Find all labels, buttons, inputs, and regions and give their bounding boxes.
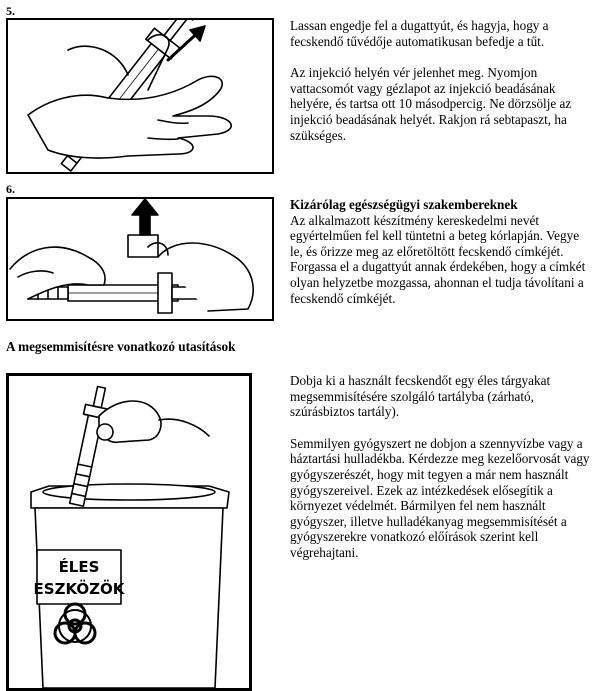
- disposal-text: [290, 373, 595, 577]
- disposal-title: A megsemmisítésre vonatkozó utasítások: [6, 339, 236, 354]
- step-5-number: 5.: [6, 4, 15, 18]
- step-6-heading: Kizárólag egészségügyi szakembereknek: [290, 197, 518, 212]
- disposal-paragraph-2: Semmilyen gyógyszert ne dobjon a szennyvízbe vagy a háztartási hulladékba. Kérdezze meg kezelőorvosát vagy gyógyszerészét, hogy mit tegyen a már nem használt gyógyszereivel. Ezek az intézkedések elősegítik a környezet védelmét. Bármilyen fel nem használt gyógyszer, illetve hulladékanyag megsemmisítését a gyógyszerekre vonatkozó előírások szerint kell végrehajtani.: [290, 435, 590, 560]
- step-6-text: [290, 197, 595, 306]
- step-5-text: [290, 18, 595, 159]
- disposal-illustration: [6, 373, 252, 691]
- container-label-line-1: ÉLES: [58, 558, 100, 576]
- disposal-paragraph-1: Dobja ki a használt fecskendőt egy éles tárgyakat megsemmisítésére szolgáló tartályba (zárható, szúrásbiztos tartály).: [290, 373, 551, 420]
- step-5-paragraph-1: Lassan engedje fel a dugattyút, és hagyja, hogy a fecskendő tűvédője automatikusan befedje a tűt.: [290, 18, 549, 49]
- step-6-number: 6.: [6, 182, 15, 196]
- step-6-illustration: [6, 197, 274, 321]
- step-5-paragraph-2: Az injekció helyén vér jelenhet meg. Nyomjon vattacsomót vagy gézlapot az injekció beadásának helyére, és tartsa ott 10 másodpercig. Ne dörzsölje az injekció beadásának helyét. Rakjon rá sebtapaszt, ha szükséges.: [290, 65, 572, 143]
- container-label-line-2: ESZKÖZÖK: [33, 580, 125, 598]
- step-5-illustration: [6, 18, 274, 174]
- step-6-paragraph: Az alkalmazott készítmény kereskedelmi nevét egyértelműen fel kell tüntetni a beteg kórlapján. Vegye le, és őrizze meg az előretöltött fecskendő címkéjét. Forgassa el a dugattyút annak érdekében, hogy a címkét olyan helyzetbe mozgassa, ahonnan el tudja távolítani a fecskendő címkéjét.: [290, 212, 586, 306]
